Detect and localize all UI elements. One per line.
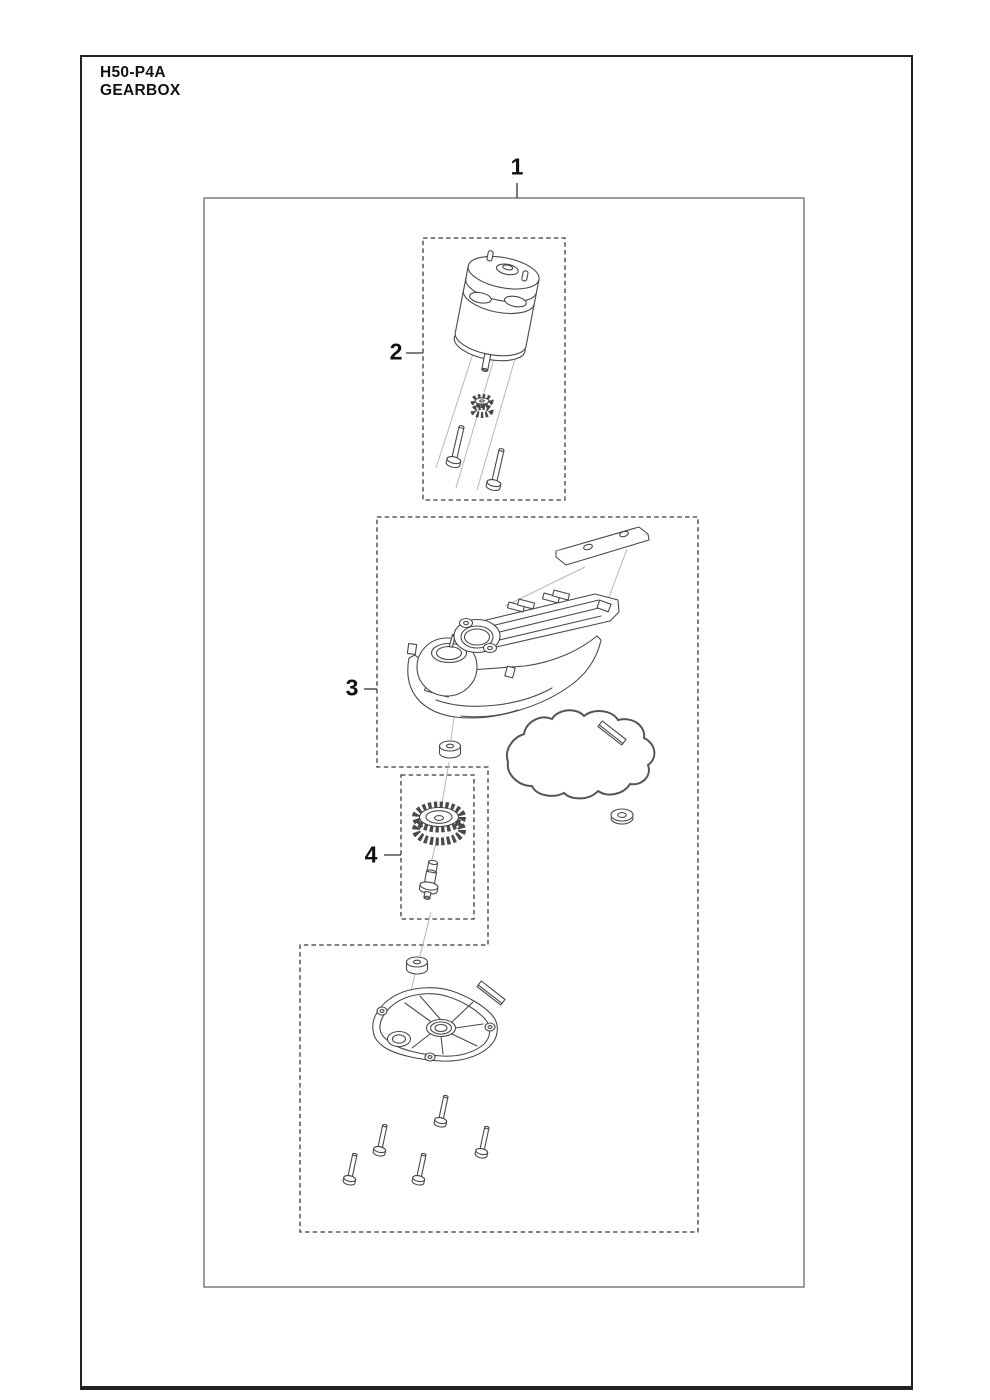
callout-label-3: 3: [345, 674, 359, 701]
housing-gasket: [507, 710, 654, 798]
callout-label-1: 1: [510, 153, 524, 180]
housing-washer: [440, 741, 461, 758]
cover-key: [477, 981, 505, 1005]
motor-screw: [485, 447, 508, 491]
doc-section-title: GEARBOX: [100, 81, 181, 99]
cover-ear: [377, 1007, 387, 1015]
gearbox-cover: [373, 988, 498, 1061]
cover-screw: [434, 1094, 452, 1128]
flat-washer: [611, 809, 633, 824]
cover-screw: [373, 1123, 391, 1157]
callout-label-2: 2: [389, 338, 403, 365]
motor-screw: [445, 424, 468, 468]
cover-ear: [485, 1023, 495, 1031]
drive-gear: [416, 806, 462, 842]
electric-motor: [449, 247, 542, 378]
cover-spacer: [407, 957, 428, 974]
gear-shaft: [418, 859, 443, 901]
callout-label-4: 4: [364, 841, 378, 868]
cover-screw: [475, 1125, 493, 1159]
collar-ear: [460, 619, 473, 628]
doc-model-title: H50-P4A: [100, 64, 166, 81]
cover-screw: [343, 1152, 361, 1186]
blade-bar: [556, 527, 649, 565]
cover-screw: [412, 1152, 430, 1186]
drive-key: [598, 721, 626, 745]
cover-ear: [425, 1053, 435, 1061]
cover-output-boss: [388, 1032, 411, 1047]
collar-ear: [484, 644, 497, 653]
motor-pinion-gear: [474, 397, 491, 415]
